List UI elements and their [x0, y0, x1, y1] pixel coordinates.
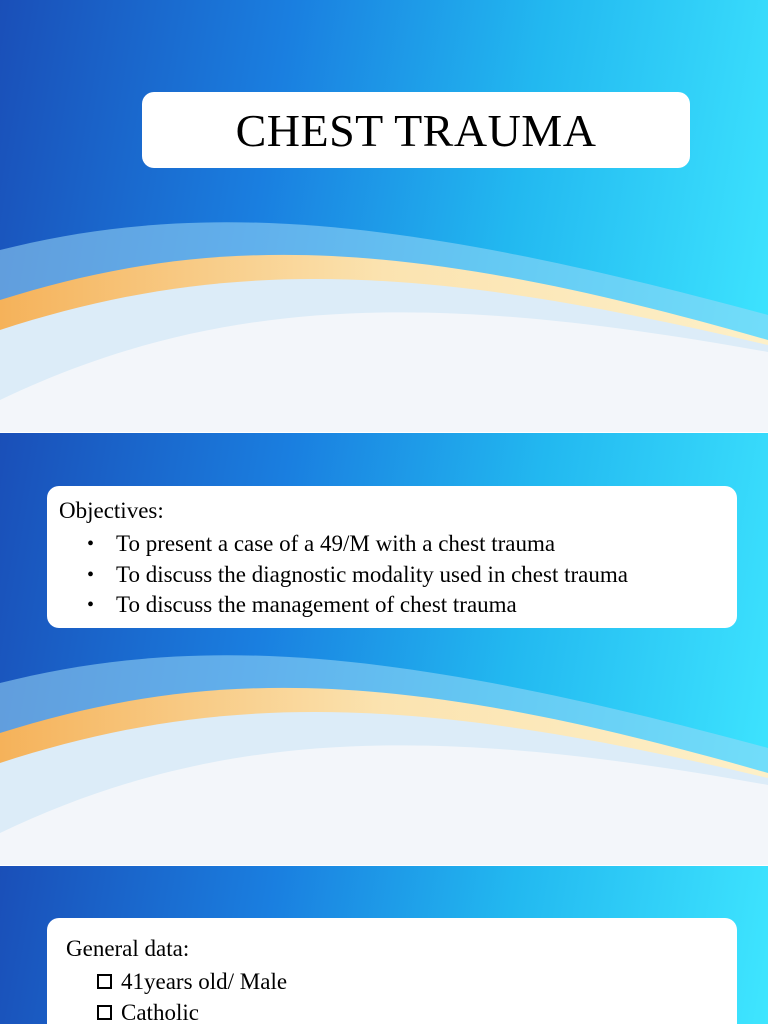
list-item: • To discuss the management of chest trauma	[87, 590, 628, 621]
list-item: 41years old/ Male	[97, 966, 287, 997]
list-item: • To present a case of a 49/M with a chest trauma	[87, 529, 628, 560]
slide-3	[0, 866, 768, 1024]
bullet-icon: •	[87, 533, 95, 555]
slide-1	[0, 0, 768, 432]
general-data-heading: General data:	[66, 936, 190, 961]
bullet-icon: •	[87, 563, 95, 586]
wave-background	[0, 0, 768, 432]
general-data-list	[97, 966, 287, 1024]
objectives-box	[47, 486, 737, 628]
general-data-box	[47, 918, 737, 1024]
title-box	[142, 92, 690, 168]
objectives-list	[87, 529, 628, 621]
list-item: Catholic	[97, 997, 287, 1024]
slide-title: CHEST TRAUMA	[235, 104, 597, 156]
slide-2	[0, 433, 768, 865]
checkbox-bullet-icon	[97, 1005, 112, 1020]
bullet-icon: •	[87, 594, 95, 616]
objectives-heading: Objectives:	[59, 498, 164, 523]
list-item: • To discuss the diagnostic modality used in chest trauma	[87, 560, 628, 591]
checkbox-bullet-icon	[97, 974, 112, 989]
